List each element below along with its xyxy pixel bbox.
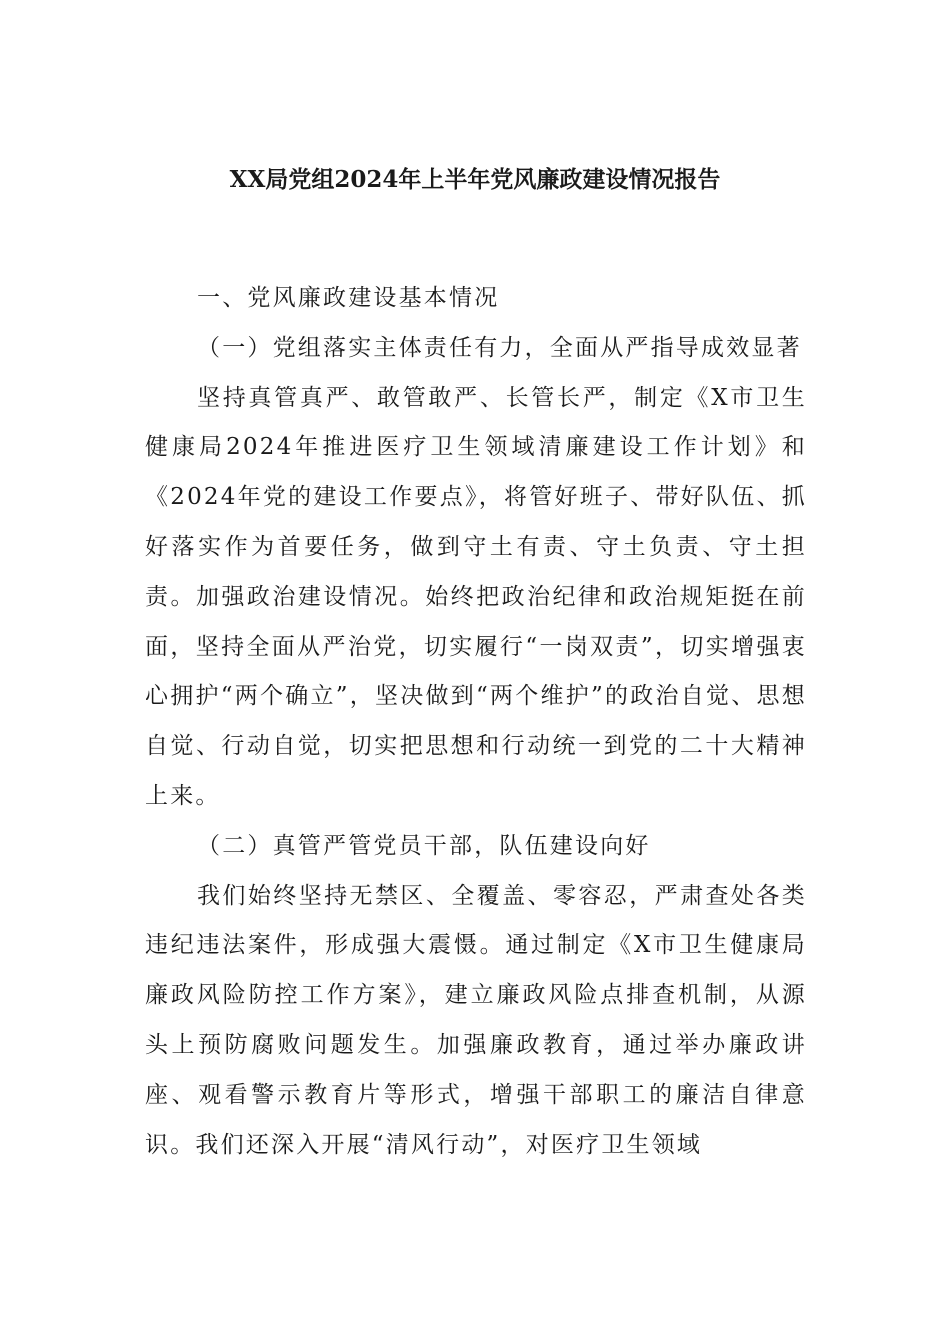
subsection-heading-1: （一）党组落实主体责任有力，全面从严指导成效显著 (197, 334, 802, 361)
body-paragraph-2: 我们始终坚持无禁区、全覆盖、零容忍，严肃查处各类违纪违法案件，形成强大震慑。通过制定《X市卫生健康局廉政风险防控工作方案》，建立廉政风险点排查机制，从源头上预防腐败问题发生。加强廉政教育，通过举办廉政讲座、观看警示教育片等形式，增强干部职工的廉洁自律意识。我们还深入开展“清风行动”，对医疗卫生领域 (145, 882, 807, 1158)
document-title: XX局党组2024年上半年党风廉政建设情况报告 (229, 166, 721, 193)
subsection-heading-2: （二）真管严管党员干部，队伍建设向好 (197, 832, 651, 859)
section-heading: 一、党风廉政建设基本情况 (197, 285, 500, 311)
document-body (145, 274, 807, 1170)
body-paragraph-1: 坚持真管真严、敢管敢严、长管长严，制定《X市卫生健康局2024年推进医疗卫生领域清廉建设工作计划》和《2024年党的建设工作要点》，将管好班子、带好队伍、抓好落实作为首要任务，做到守土有责、守土负责、守土担责。加强政治建设情况。始终把政治纪律和政治规矩挺在前面，坚持全面从严治党，切实履行“一岗双责”，切实增强衷心拥护“两个确立”，坚决做到“两个维护”的政治自觉、思想自觉、行动自觉，切实把思想和行动统一到党的二十大精神上来。 (145, 384, 807, 809)
